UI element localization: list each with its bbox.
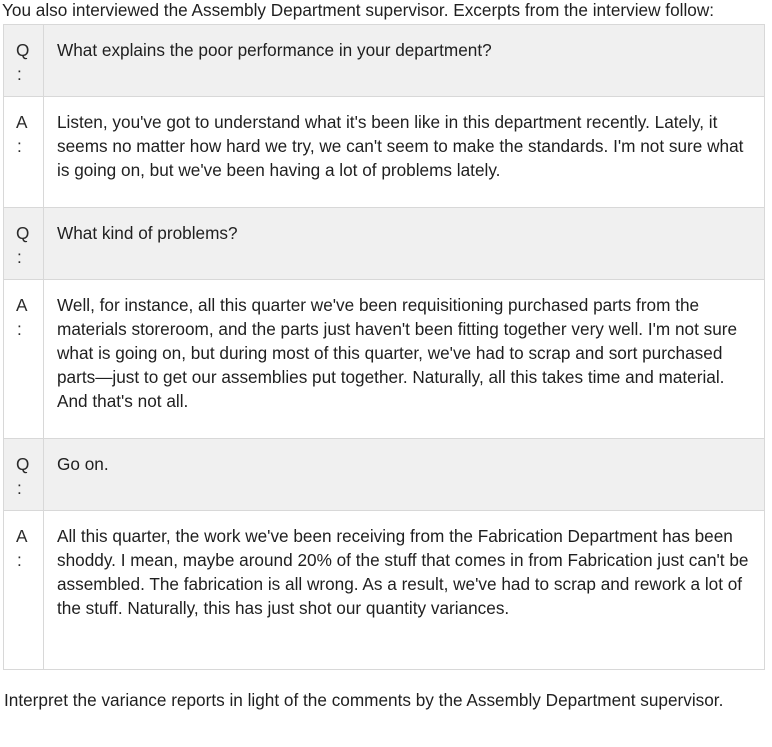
- speaker-colon: :: [17, 550, 22, 570]
- speaker-colon: :: [17, 247, 22, 267]
- speaker-label: A: [16, 295, 28, 315]
- speaker-cell: [4, 280, 44, 439]
- speaker-cell: [4, 511, 44, 670]
- speaker-cell: [4, 97, 44, 208]
- question-text: What kind of problems?: [44, 208, 765, 280]
- speaker-colon: :: [17, 319, 22, 339]
- interview-row-answer: [4, 97, 765, 208]
- speaker-cell: [4, 208, 44, 280]
- speaker-colon: :: [17, 136, 22, 156]
- speaker-colon: :: [17, 64, 22, 84]
- interview-row-question: [4, 25, 765, 97]
- question-text: Go on.: [44, 439, 765, 511]
- interview-row-question: [4, 439, 765, 511]
- interview-table: [3, 24, 765, 670]
- answer-text: Listen, you've got to understand what it's been like in this department recently. Lately, it seems no matter how hard we try, we can't seem to make the standards. I'm not sure what is going on, but we've been having a lot of problems lately.: [44, 97, 765, 208]
- intro-paragraph: You also interviewed the Assembly Department supervisor. Excerpts from the interview follow:: [2, 0, 715, 20]
- speaker-colon: :: [17, 478, 22, 498]
- speaker-label: Q: [16, 223, 30, 243]
- speaker-label: Q: [16, 40, 30, 60]
- speaker-cell: [4, 25, 44, 97]
- answer-text: Well, for instance, all this quarter we've been requisitioning purchased parts from the materials storeroom, and the parts just haven't been fitting together very well. I'm not sure what is going on, but during most of this quarter, we've had to scrap and sort purchased parts—just to get our assemblies put together. Naturally, all this takes time and material. And that's not all.: [44, 280, 765, 439]
- interview-row-answer: [4, 511, 765, 670]
- speaker-label: A: [16, 526, 28, 546]
- interview-row-answer: [4, 280, 765, 439]
- speaker-cell: [4, 439, 44, 511]
- question-text: What explains the poor performance in your department?: [44, 25, 765, 97]
- question-prompt: Interpret the variance reports in light of the comments by the Assembly Department supervisor.: [4, 690, 724, 710]
- speaker-label: A: [16, 112, 28, 132]
- answer-text: All this quarter, the work we've been receiving from the Fabrication Department has been shoddy. I mean, maybe around 20% of the stuff that comes in from Fabrication just can't be assembled. The fabrication is all wrong. As a result, we've had to scrap and rework a lot of the stuff. Naturally, this has just shot our quantity variances.: [44, 511, 765, 670]
- interview-row-question: [4, 208, 765, 280]
- speaker-label: Q: [16, 454, 30, 474]
